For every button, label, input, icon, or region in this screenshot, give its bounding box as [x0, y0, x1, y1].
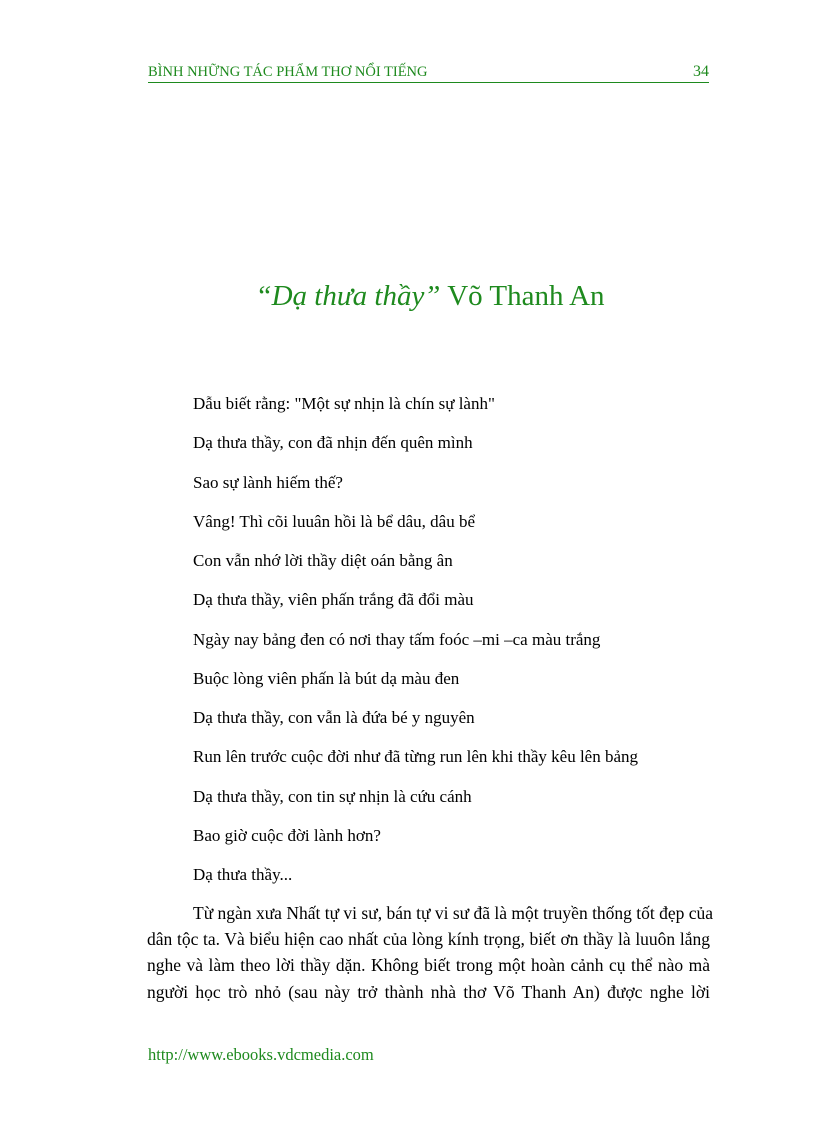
poem-line: Buộc lòng viên phấn là bút dạ màu đen [193, 668, 460, 688]
commentary-paragraph [147, 900, 714, 1005]
poem-body [193, 394, 753, 904]
poem-line: Bao giờ cuộc đời lành hơn? [193, 825, 381, 845]
poem-line: Sao sự lành hiếm thế? [193, 472, 343, 492]
paragraph-line: dân tộc ta. Và biểu hiện cao nhất của lòng kính trọng, biết ơn thầy là luuôn lắng [147, 929, 710, 950]
poem-author: Võ Thanh An [447, 280, 605, 312]
poem-line: Dạ thưa thầy, con vẫn là đứa bé y nguyên [193, 708, 475, 727]
poem-line: Dạ thưa thầy... [193, 865, 293, 884]
poem-line: Vâng! Thì cõi luuân hồi là bể dâu, dâu bể [193, 511, 475, 531]
poem-line: Dạ thưa thầy, con đã nhịn đến quên mình [193, 433, 473, 453]
poem-title [0, 280, 816, 313]
paragraph-line: nghe và làm theo lời thầy dặn. Không biết trong một hoàn cảnh cụ thể nào mà [147, 955, 710, 976]
poem-line: Dạ thưa thầy, viên phấn trắng đã đổi màu [193, 590, 474, 610]
book-title: BÌNH NHỮNG TÁC PHẨM THƠ NỔI TIẾNG [148, 64, 428, 80]
poem-line: Run lên trước cuộc đời như đã từng run lên khi thầy kêu lên bảng [193, 747, 639, 767]
poem-line: Con vẫn nhớ lời thầy diệt oán bằng ân [193, 551, 453, 570]
poem-line: Dạ thưa thầy, con tin sự nhịn là cứu cánh [193, 786, 472, 806]
paragraph-line: Từ ngàn xưa Nhất tự vi sư, bán tự vi sư đã là một truyền thống tốt đẹp của [193, 903, 714, 923]
page-header [148, 60, 709, 83]
page-number: 34 [693, 63, 709, 80]
source-url-link[interactable]: http://www.ebooks.vdcmedia.com [148, 1045, 374, 1064]
poem-title-name: “Dạ thưa thầy” [255, 280, 441, 312]
paragraph-line: người học trò nhỏ (sau này trở thành nhà thơ Võ Thanh An) được nghe lời [147, 981, 710, 1002]
poem-line: Dẫu biết rằng: "Một sự nhịn là chín sự lành" [193, 394, 495, 413]
poem-line: Ngày nay bảng đen có nơi thay tấm foóc –mi –ca màu trắng [193, 629, 601, 649]
